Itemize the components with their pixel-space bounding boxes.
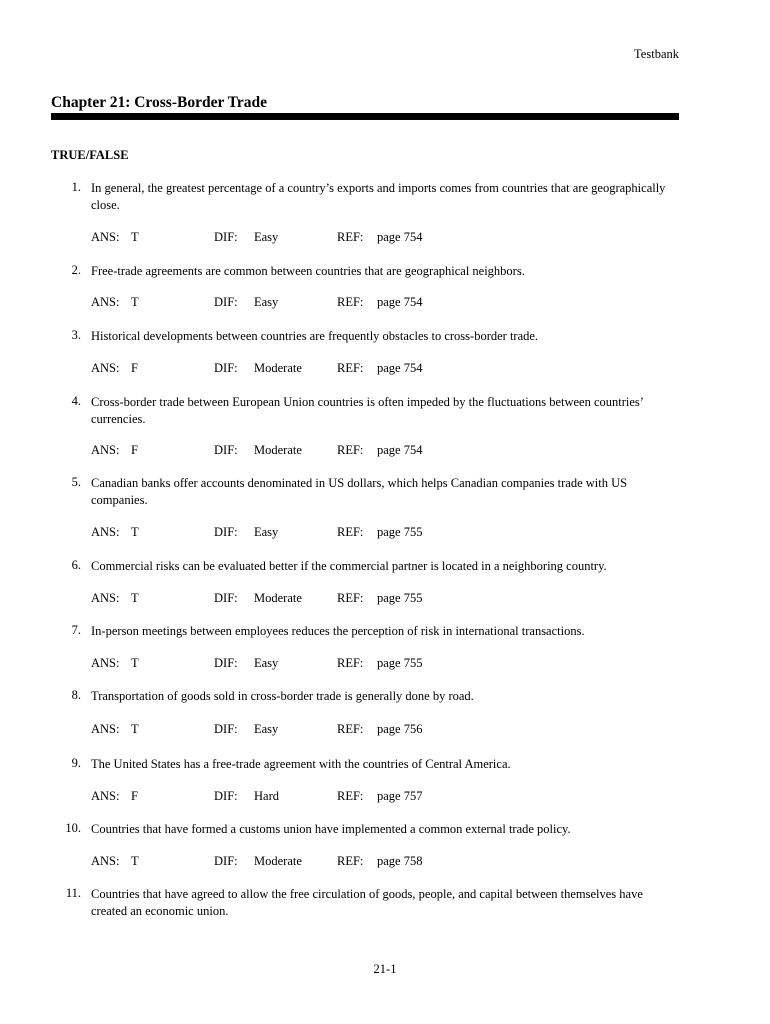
question-text: The United States has a free-trade agreement with the countries of Central America. [91,757,511,771]
question-text: Historical developments between countries are frequently obstacles to cross-border trade. [91,329,539,343]
ans-label: ANS: [91,295,120,309]
answer-line [91,525,491,541]
dif-label: DIF: [214,722,238,736]
answer-line [91,230,491,246]
ref-label: REF: [337,361,364,375]
ans-label: ANS: [91,361,120,375]
question-number: 10. [65,821,81,835]
ref-value: page 755 [377,525,423,539]
section-heading: TRUE/FALSE [51,148,129,162]
dif-label: DIF: [214,789,238,803]
dif-value: Hard [254,789,279,803]
ref-value: page 758 [377,854,423,868]
answer-line [91,443,491,459]
question-number: 9. [71,756,81,770]
dif-value: Easy [254,295,279,309]
question-number: 6. [71,558,81,572]
question-number: 1. [71,180,81,194]
page-number: 21-1 [373,962,397,976]
ans-label: ANS: [91,443,120,457]
chapter-title: Chapter 21: Cross-Border Trade [51,94,267,111]
ref-label: REF: [337,443,364,457]
answer-line [91,854,491,870]
page-header: Testbank [634,47,679,61]
dif-value: Moderate [254,591,302,605]
question-number: 8. [71,688,81,702]
ref-label: REF: [337,656,364,670]
ans-label: ANS: [91,789,120,803]
question-number: 5. [71,475,81,489]
dif-value: Easy [254,722,279,736]
ref-label: REF: [337,591,364,605]
dif-label: DIF: [214,361,238,375]
question-number: 2. [71,263,81,277]
ref-value: page 755 [377,591,423,605]
ans-label: ANS: [91,591,120,605]
dif-label: DIF: [214,591,238,605]
ref-value: page 754 [377,443,423,457]
ref-value: page 754 [377,361,423,375]
ans-value: F [131,443,138,457]
ans-label: ANS: [91,722,120,736]
ref-label: REF: [337,854,364,868]
dif-label: DIF: [214,656,238,670]
question-text: Commercial risks can be evaluated better if the commercial partner is located in a neighboring country. [91,559,607,573]
ans-value: T [131,230,139,244]
question-text: Canadian banks offer accounts denominated in US dollars, which helps Canadian companies trade with US companies. [91,476,628,507]
question-text: In general, the greatest percentage of a country’s exports and imports comes from countries that are geographically close. [91,181,666,212]
dif-label: DIF: [214,443,238,457]
ref-label: REF: [337,230,364,244]
ref-label: REF: [337,722,364,736]
ans-value: T [131,525,139,539]
title-rule [51,113,679,120]
question-number: 7. [71,623,81,637]
question-text: Free-trade agreements are common between countries that are geographical neighbors. [91,264,525,278]
dif-value: Moderate [254,443,302,457]
ref-label: REF: [337,295,364,309]
dif-label: DIF: [214,230,238,244]
dif-value: Easy [254,230,279,244]
answer-line [91,722,491,738]
ans-label: ANS: [91,230,120,244]
ref-value: page 754 [377,295,423,309]
answer-line [91,656,491,672]
ans-value: F [131,789,138,803]
dif-value: Easy [254,656,279,670]
dif-label: DIF: [214,854,238,868]
answer-line [91,361,491,377]
ans-label: ANS: [91,854,120,868]
ref-label: REF: [337,525,364,539]
dif-label: DIF: [214,525,238,539]
ans-value: T [131,295,139,309]
ans-value: T [131,591,139,605]
question-text: Cross-border trade between European Union countries is often impeded by the fluctuations between countries’ currencies. [91,395,644,426]
ans-value: T [131,854,139,868]
ref-value: page 757 [377,789,423,803]
question-number: 11. [65,886,81,900]
answer-line [91,295,491,311]
ref-value: page 755 [377,656,423,670]
dif-value: Easy [254,525,279,539]
dif-value: Moderate [254,854,302,868]
question-number: 3. [71,328,81,342]
question-number: 4. [71,394,81,408]
dif-label: DIF: [214,295,238,309]
ans-value: T [131,722,139,736]
ans-value: T [131,656,139,670]
ref-value: page 754 [377,230,423,244]
answer-line [91,591,491,607]
ans-label: ANS: [91,656,120,670]
ref-label: REF: [337,789,364,803]
answer-line [91,789,491,805]
question-text: Countries that have formed a customs union have implemented a common external trade policy. [91,822,571,836]
dif-value: Moderate [254,361,302,375]
question-text: Countries that have agreed to allow the free circulation of goods, people, and capital between themselves have created an economic union. [91,887,643,918]
ans-label: ANS: [91,525,120,539]
question-text: In-person meetings between employees reduces the perception of risk in international transactions. [91,624,585,638]
question-text: Transportation of goods sold in cross-border trade is generally done by road. [91,689,474,703]
ref-value: page 756 [377,722,423,736]
ans-value: F [131,361,138,375]
